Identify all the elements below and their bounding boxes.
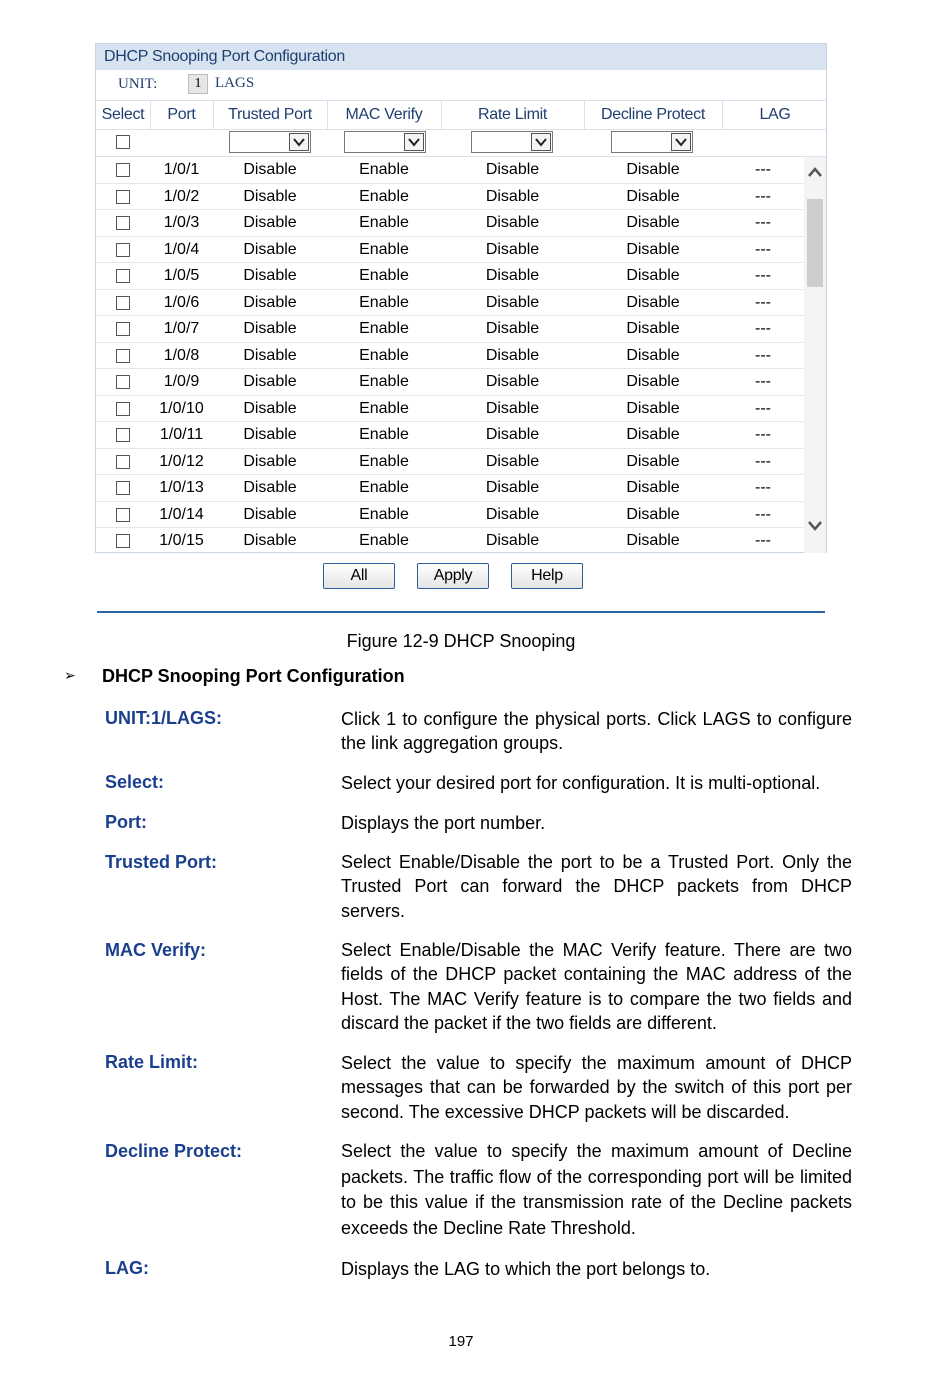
scroll-up-icon[interactable]	[807, 165, 823, 179]
decline-protect-cell: Disable	[626, 267, 680, 284]
section-title: DHCP Snooping Port Configuration	[102, 666, 405, 686]
chevron-down-icon	[289, 133, 309, 151]
port-cell: 1/0/15	[159, 532, 204, 549]
lag-cell: ---	[755, 532, 771, 549]
table-row[interactable]	[96, 237, 804, 264]
port-cell: 1/0/7	[163, 320, 200, 337]
decline-protect-cell: Disable	[626, 187, 680, 205]
decline-protect-cell: Disable	[626, 532, 680, 549]
decline-protect-cell: Disable	[626, 346, 680, 364]
mac-verify-cell: Enable	[359, 426, 409, 443]
decline-protect-select[interactable]	[611, 131, 693, 153]
lags-link[interactable]: LAGS	[215, 75, 255, 91]
lag-cell: ---	[755, 187, 771, 205]
term-unit-lags: UNIT:1/LAGS:	[105, 708, 222, 728]
figure-caption: Figure 12-9 DHCP Snooping	[346, 631, 576, 651]
rate-limit-cell: Disable	[485, 346, 540, 364]
trusted-port-cell: Disable	[243, 479, 297, 496]
trusted-port-cell: Disable	[243, 161, 297, 178]
mac-verify-cell: Enable	[359, 320, 409, 337]
table-row[interactable]	[96, 157, 804, 184]
lag-cell: ---	[755, 293, 771, 311]
port-config-panel	[95, 43, 827, 553]
term-lag: LAG:	[105, 1258, 149, 1278]
decline-protect-cell: Disable	[626, 505, 680, 523]
lag-cell: ---	[755, 373, 771, 390]
row-select-checkbox[interactable]	[116, 269, 130, 283]
col-header-rate-limit: Rate Limit	[477, 106, 548, 123]
col-header-trusted-port: Trusted Port	[228, 106, 312, 123]
desc-select: Select your desired port for configuration. It is multi-optional.	[341, 773, 821, 793]
trusted-port-cell: Disable	[243, 452, 297, 470]
table-row[interactable]	[96, 369, 804, 396]
rate-limit-cell: Disable	[485, 505, 540, 523]
mac-verify-cell: Enable	[359, 240, 409, 258]
trusted-port-cell: Disable	[243, 426, 297, 443]
port-cell: 1/0/9	[163, 373, 200, 390]
table-row[interactable]	[96, 343, 804, 370]
port-cell: 1/0/14	[159, 505, 204, 523]
row-select-checkbox[interactable]	[116, 481, 130, 495]
table-row[interactable]	[96, 396, 804, 423]
row-select-checkbox[interactable]	[116, 534, 130, 548]
port-cell: 1/0/10	[159, 399, 204, 417]
rate-limit-cell: Disable	[485, 399, 540, 417]
unit-selector	[96, 71, 826, 97]
decline-protect-cell: Disable	[626, 399, 680, 417]
decline-protect-cell: Disable	[626, 293, 680, 311]
mac-verify-cell: Enable	[359, 161, 409, 178]
trusted-port-select[interactable]	[229, 131, 311, 153]
mac-verify-cell: Enable	[359, 505, 409, 523]
mac-verify-cell: Enable	[359, 532, 409, 549]
chevron-down-icon	[404, 133, 424, 151]
trusted-port-cell: Disable	[243, 399, 297, 417]
row-select-checkbox[interactable]	[116, 322, 130, 336]
lag-cell: ---	[755, 320, 771, 337]
decline-protect-cell: Disable	[626, 373, 680, 390]
lag-cell: ---	[755, 240, 771, 258]
rate-limit-cell: Disable	[485, 293, 540, 311]
chevron-down-icon	[531, 133, 551, 151]
decline-protect-cell: Disable	[626, 479, 680, 496]
term-port: Port:	[105, 812, 147, 832]
rate-limit-cell: Disable	[485, 187, 540, 205]
unit-label: UNIT:	[118, 76, 158, 92]
port-cell: 1/0/12	[159, 452, 204, 470]
term-select: Select:	[105, 772, 165, 792]
help-button[interactable]: Help	[511, 563, 583, 589]
desc-port: Displays the port number.	[341, 813, 546, 833]
table-row[interactable]	[96, 502, 804, 529]
table-header	[96, 100, 826, 130]
desc-unit-lags: Click 1 to configure the physical ports. Click LAGS to configure the link aggregation groups.	[341, 709, 852, 754]
mac-verify-cell: Enable	[359, 187, 409, 205]
trusted-port-cell: Disable	[243, 293, 297, 311]
desc-lag: Displays the LAG to which the port belongs to.	[341, 1259, 711, 1279]
trusted-port-cell: Disable	[243, 187, 297, 205]
row-select-checkbox[interactable]	[116, 375, 130, 389]
table-row[interactable]	[96, 184, 804, 211]
arrow-bullet-icon: ➢	[64, 667, 76, 683]
trusted-port-cell: Disable	[243, 214, 297, 231]
table-row[interactable]	[96, 422, 804, 449]
lag-cell: ---	[755, 346, 771, 364]
port-table-body	[96, 157, 804, 554]
table-row[interactable]	[96, 316, 804, 343]
row-select-checkbox[interactable]	[116, 349, 130, 363]
term-decline-protect: Decline Protect:	[105, 1141, 243, 1161]
lag-cell: ---	[755, 452, 771, 470]
col-header-select: Select	[101, 106, 145, 123]
trusted-port-cell: Disable	[243, 505, 297, 523]
page-number: 197	[448, 1333, 474, 1350]
port-cell: 1/0/8	[163, 346, 200, 364]
desc-mac-verify: Select Enable/Disable the MAC Verify feature. There are two fields of the DHCP packet containing the MAC address of the Host. The MAC Verify feature is to compare the two fields and discard the packet if the two fields are different.	[341, 940, 852, 1033]
lag-cell: ---	[755, 161, 771, 178]
apply-button[interactable]: Apply	[417, 563, 489, 589]
decline-protect-cell: Disable	[626, 452, 680, 470]
rate-limit-cell: Disable	[485, 452, 540, 470]
decline-protect-cell: Disable	[626, 426, 680, 443]
term-mac-verify: MAC Verify:	[105, 940, 207, 960]
all-button[interactable]: All	[323, 563, 395, 589]
row-select-checkbox[interactable]	[116, 428, 130, 442]
table-row[interactable]	[96, 475, 804, 502]
port-cell: 1/0/13	[159, 479, 204, 496]
mac-verify-cell: Enable	[359, 479, 409, 496]
decline-protect-cell: Disable	[626, 320, 680, 337]
trusted-port-cell: Disable	[243, 373, 297, 390]
rate-limit-cell: Disable	[485, 161, 540, 178]
row-select-checkbox[interactable]	[116, 216, 130, 230]
rate-limit-cell: Disable	[485, 373, 540, 390]
term-trusted-port: Trusted Port:	[105, 852, 218, 872]
rate-limit-select[interactable]	[471, 131, 553, 153]
rate-limit-cell: Disable	[485, 479, 540, 496]
trusted-port-cell: Disable	[243, 240, 297, 258]
unit-1-button[interactable]: 1	[188, 74, 208, 94]
table-row[interactable]	[96, 290, 804, 317]
mac-verify-cell: Enable	[359, 346, 409, 364]
decline-protect-cell: Disable	[626, 240, 680, 258]
port-cell: 1/0/1	[163, 161, 200, 178]
lag-cell: ---	[755, 399, 771, 417]
rate-limit-cell: Disable	[485, 320, 540, 337]
row-select-checkbox[interactable]	[116, 190, 130, 204]
panel-title: DHCP Snooping Port Configuration	[96, 44, 826, 70]
col-header-mac-verify: MAC Verify	[345, 106, 423, 123]
mac-verify-cell: Enable	[359, 293, 409, 311]
row-select-checkbox[interactable]	[116, 296, 130, 310]
row-select-checkbox[interactable]	[116, 508, 130, 522]
row-select-checkbox[interactable]	[116, 455, 130, 469]
lag-cell: ---	[755, 426, 771, 443]
table-row[interactable]	[96, 449, 804, 476]
mac-verify-cell: Enable	[359, 267, 409, 284]
col-header-decline-protect: Decline Protect	[601, 106, 705, 123]
port-cell: 1/0/2	[163, 187, 200, 205]
lag-cell: ---	[755, 505, 771, 523]
col-header-port: Port	[167, 106, 196, 123]
scroll-down-icon[interactable]	[807, 519, 823, 533]
trusted-port-cell: Disable	[243, 346, 297, 364]
rate-limit-cell: Disable	[485, 426, 540, 443]
port-cell: 1/0/4	[163, 240, 200, 258]
mac-verify-cell: Enable	[359, 452, 409, 470]
port-cell: 1/0/5	[163, 267, 200, 284]
trusted-port-cell: Disable	[243, 320, 297, 337]
port-cell: 1/0/11	[159, 426, 204, 443]
table-row[interactable]	[96, 528, 804, 554]
select-all-checkbox[interactable]	[116, 135, 130, 149]
trusted-port-cell: Disable	[243, 267, 297, 284]
mac-verify-cell: Enable	[359, 214, 409, 231]
desc-trusted-port: Select Enable/Disable the port to be a Trusted Port. Only the Trusted Port can forward the DHCP packets from DHCP servers.	[341, 852, 852, 921]
mac-verify-select[interactable]	[344, 131, 426, 153]
decline-protect-cell: Disable	[626, 214, 680, 231]
row-select-checkbox[interactable]	[116, 163, 130, 177]
mac-verify-cell: Enable	[359, 399, 409, 417]
col-header-lag: LAG	[759, 106, 791, 123]
rate-limit-cell: Disable	[485, 532, 540, 549]
port-cell: 1/0/6	[163, 293, 200, 311]
rate-limit-cell: Disable	[485, 214, 540, 231]
desc-rate-limit: Select the value to specify the maximum amount of DHCP messages that can be forwarded by the switch of this port per second. The excessive DHCP packets will be discarded.	[341, 1053, 852, 1122]
trusted-port-cell: Disable	[243, 532, 297, 549]
rate-limit-cell: Disable	[485, 240, 540, 258]
lag-cell: ---	[755, 214, 771, 231]
mac-verify-cell: Enable	[359, 373, 409, 390]
port-cell: 1/0/3	[163, 214, 200, 231]
table-row[interactable]	[96, 210, 804, 237]
decline-protect-cell: Disable	[626, 161, 680, 178]
row-select-checkbox[interactable]	[116, 402, 130, 416]
table-row[interactable]	[96, 263, 804, 290]
filter-row	[96, 129, 826, 157]
scroll-thumb[interactable]	[807, 199, 823, 287]
lag-cell: ---	[755, 479, 771, 496]
desc-decline-protect: Select the value to specify the maximum amount of Decline packets. The traffic flow of the corresponding port will be limited to be this value if the transmission rate of the Decline packets exceeds the Decline Rate Threshold.	[341, 1141, 852, 1238]
rate-limit-cell: Disable	[485, 267, 540, 284]
figure-divider	[97, 611, 825, 613]
chevron-down-icon	[671, 133, 691, 151]
table-scrollbar[interactable]	[804, 157, 826, 553]
lag-cell: ---	[755, 267, 771, 284]
term-rate-limit: Rate Limit:	[105, 1052, 199, 1072]
row-select-checkbox[interactable]	[116, 243, 130, 257]
